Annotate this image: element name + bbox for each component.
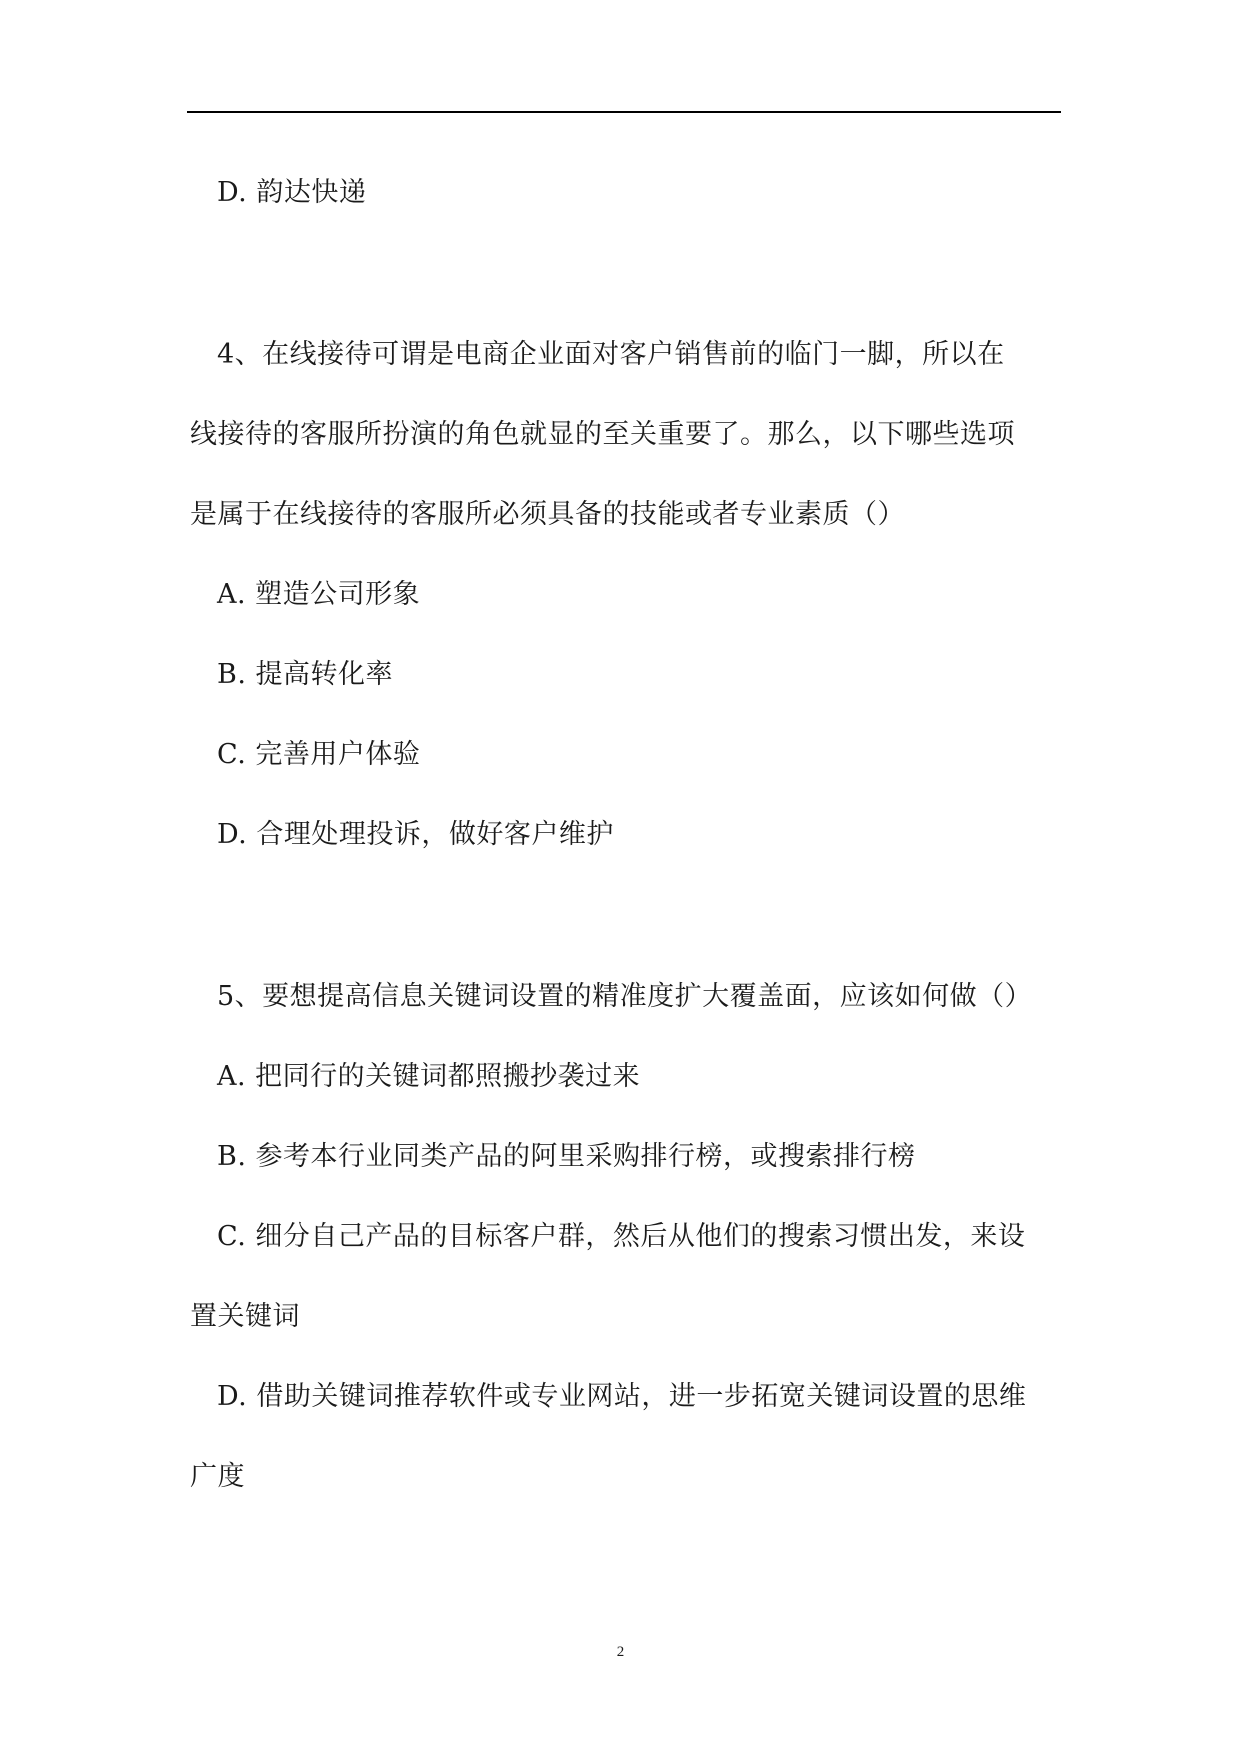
q4-option-c: C. 完善用户体验 bbox=[217, 739, 421, 770]
q4-stem-line-1: 4、在线接待可谓是电商企业面对客户销售前的临门一脚，所以在 bbox=[217, 339, 1005, 370]
header-rule bbox=[187, 111, 1061, 113]
q5-option-d-line-1: D. 借助关键词推荐软件或专业网站，进一步拓宽关键词设置的思维 bbox=[217, 1381, 1027, 1412]
page-number: 2 bbox=[616, 1644, 625, 1660]
q5-option-b: B. 参考本行业同类产品的阿里采购排行榜，或搜索排行榜 bbox=[217, 1141, 916, 1172]
q4-option-b: B. 提高转化率 bbox=[217, 659, 394, 690]
q5-stem: 5、要想提高信息关键词设置的精准度扩大覆盖面，应该如何做（） bbox=[217, 981, 1033, 1012]
q4-option-a: A. 塑造公司形象 bbox=[217, 579, 421, 610]
q4-option-d: D. 合理处理投诉，做好客户维护 bbox=[217, 819, 614, 850]
q4-stem-line-3: 是属于在线接待的客服所必须具备的技能或者专业素质（） bbox=[190, 499, 905, 530]
prev-question-option-d: D. 韵达快递 bbox=[217, 177, 367, 208]
q5-option-d-line-2: 广度 bbox=[190, 1461, 245, 1492]
q4-stem-line-2: 线接待的客服所扮演的角色就显的至关重要了。那么，以下哪些选项 bbox=[190, 419, 1015, 450]
q5-option-c-line-1: C. 细分自己产品的目标客户群，然后从他们的搜索习惯出发，来设 bbox=[217, 1221, 1026, 1252]
q5-option-a: A. 把同行的关键词都照搬抄袭过来 bbox=[217, 1061, 641, 1092]
q5-option-c-line-2: 置关键词 bbox=[190, 1301, 300, 1332]
